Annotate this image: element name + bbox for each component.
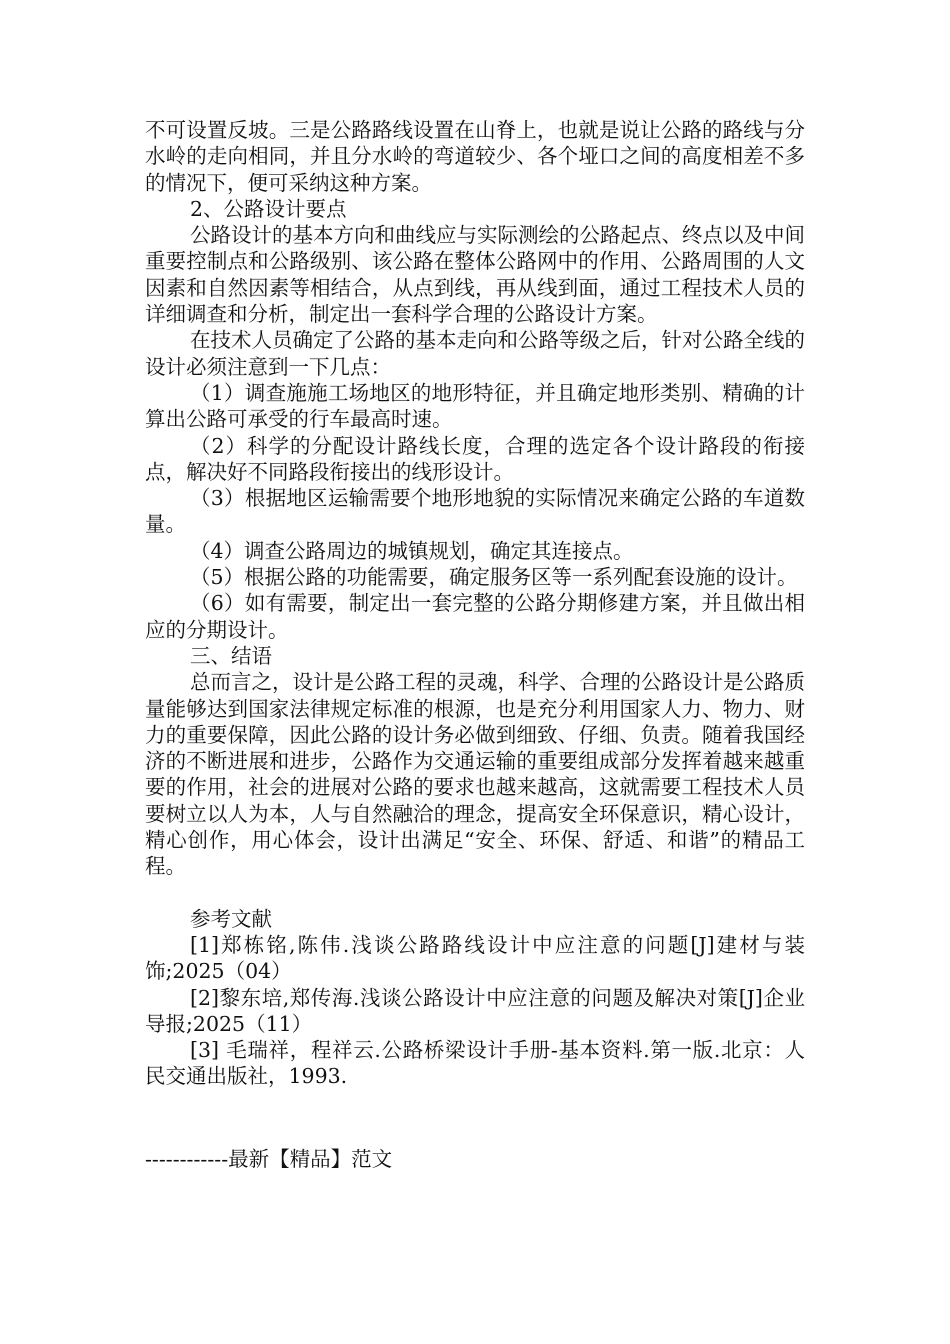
- reference-item-2: [2]黎东培,郑传海.浅谈公路设计中应注意的问题及解决对策[J]企业导报;2025（11）: [145, 985, 805, 1036]
- section-heading-conclusion: 三、结语: [190, 643, 272, 668]
- paragraph-conclusion: 总而言之，设计是公路工程的灵魂，科学、合理的公路设计是公路质量能够达到国家法律规定标准的根源，也是充分利用国家人力、物力、财力的重要保障，因此公路的设计务必做到细致、仔细、负责。随着我国经济的不断进展和进步，公路作为交通运输的重要组成部分发挥着越来越重要的作用，社会的进展对公路的要求也越来越高，这就需要工程技术人员要树立以人为本，人与自然融洽的理念，提高安全环保意识，精心设计，精心创作，用心体会，设计出满足“安全、环保、舒适、和谐”的精品工程。: [145, 670, 805, 879]
- reference-item-1: [1]郑栋铭,陈伟.浅谈公路路线设计中应注意的问题[J]建材与装饰;2025（04）: [145, 932, 805, 984]
- references-title: 参考文献: [190, 906, 272, 931]
- list-item-5: （5）根据公路的功能需要，确定服务区等一系列配套设施的设计。: [190, 565, 798, 590]
- section-heading-design-points: 2、公路设计要点: [190, 196, 347, 221]
- list-item-1: （1）调查施施工场地区的地形特征，并且确定地形类别、精确的计算出公路可承受的行车最高时速。: [145, 380, 805, 432]
- paragraph-continued: 不可设置反坡。三是公路路线设置在山脊上，也就是说让公路的路线与分水岭的走向相同，并且分水岭的弯道较少、各个垭口之间的高度相差不多的情况下，便可采纳这种方案。: [145, 118, 805, 195]
- spacer: [145, 880, 805, 906]
- list-item-4: （4）调查公路周边的城镇规划，确定其连接点。: [190, 538, 634, 563]
- footer-label: ------------最新【精品】范文: [145, 1147, 393, 1171]
- list-item-6: （6）如有需要，制定出一套完整的公路分期修建方案，并且做出相应的分期设计。: [145, 591, 805, 642]
- paragraph-design-direction: 公路设计的基本方向和曲线应与实际测绘的公路起点、终点以及中间重要控制点和公路级别、该公路在整体公路网中的作用、公路周围的人文因素和自然因素等相结合，从点到线，再从线到面，通过工程技术人员的详细调查和分析，制定出一套科学合理的公路设计方案。: [145, 223, 805, 327]
- list-item-2: （2）科学的分配设计路线长度，合理的选定各个设计路段的衔接点，解决好不同路段衔接出的线形设计。: [145, 433, 805, 484]
- reference-item-3: [3] 毛瑞祥，程祥云.公路桥梁设计手册-基本资料.第一版.北京：人民交通出版社，1993.: [145, 1038, 805, 1089]
- paragraph-design-notes-intro: 在技术人员确定了公路的基本走向和公路等级之后，针对公路全线的设计必须注意到一下几点：: [145, 328, 805, 379]
- list-item-3: （3）根据地区运输需要个地形地貌的实际情况来确定公路的车道数量。: [145, 486, 805, 537]
- document-body: [145, 117, 805, 1090]
